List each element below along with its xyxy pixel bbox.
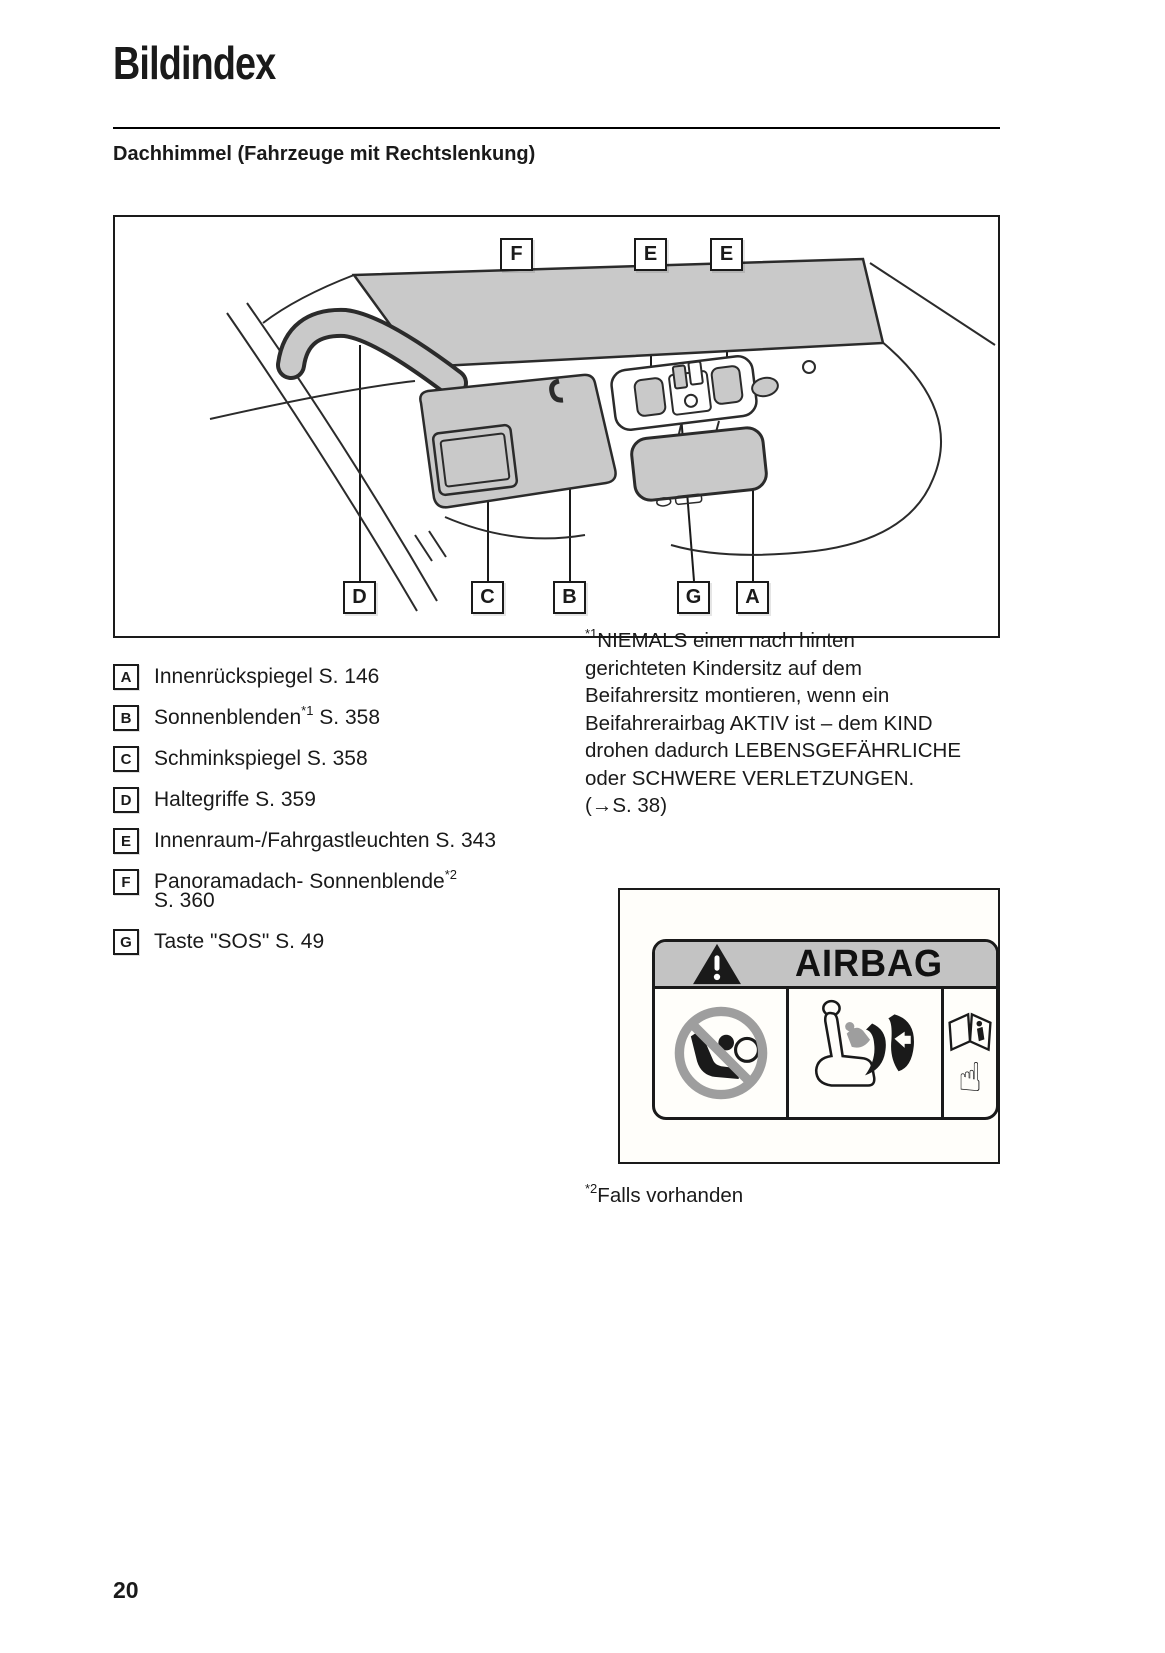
no-rear-facing-child-seat-icon — [655, 989, 789, 1117]
legend-key-C: C — [113, 746, 139, 772]
callout-box-E2: E — [710, 238, 743, 271]
legend-row-B — [113, 704, 583, 732]
legend-text-C: Schminkspiegel S. 358 — [154, 747, 368, 770]
legend-row-G — [113, 928, 583, 956]
headliner-diagram — [113, 215, 1000, 638]
warning-triangle-icon — [691, 941, 743, 987]
legend-text-F-line2: S. 360 — [154, 889, 215, 912]
legend-row-A — [113, 663, 583, 691]
legend-row-D — [113, 786, 583, 814]
legend-key-F: F — [113, 869, 139, 895]
interior-light-right — [711, 365, 743, 404]
legend-text-A: Innenrückspiegel S. 146 — [154, 665, 380, 688]
roof-detail — [803, 361, 815, 373]
footnote-1-page-ref: (→S. 38) — [585, 794, 668, 817]
footnote-1-line: gerichteten Kindersitz auf dem — [585, 656, 862, 680]
airbag-deployment-icon — [789, 989, 944, 1117]
legend-text-E: Innenraum-/Fahrgastleuchten S. 343 — [154, 829, 497, 852]
legend-text-D: Haltegriffe S. 359 — [154, 788, 316, 811]
legend-key-D: D — [113, 787, 139, 813]
title-divider — [113, 127, 1000, 129]
pointing-hand-icon: ☝ — [957, 1055, 983, 1101]
legend-text-F: Panoramadach- Sonnenblende$^{*2}$ — [154, 867, 458, 893]
rearview-mirror — [630, 426, 768, 506]
airbag-label-header — [655, 942, 996, 989]
callout-box-G: G — [677, 581, 710, 614]
footnote-2: $^{*2}$Falls vorhanden — [585, 1181, 744, 1207]
legend-key-E: E — [113, 828, 139, 854]
airbag-label-title: AIRBAG — [795, 942, 944, 985]
section-heading: Dachhimmel (Fahrzeuge mit Rechtslenkung) — [113, 143, 536, 165]
legend-key-A: A — [113, 664, 139, 690]
footnote-1-line: $^{*1}$NIEMALS einen nach hinten — [585, 626, 855, 652]
footnote-1-line: oder SCHWERE VERLETZUNGEN. — [585, 766, 915, 790]
callout-box-D: D — [343, 581, 376, 614]
vanity-mirror — [433, 424, 518, 495]
see-owners-manual-icon — [944, 989, 996, 1117]
callout-box-C: C — [471, 581, 504, 614]
manual-book-icon — [944, 1008, 996, 1056]
callout-box-B: B — [553, 581, 586, 614]
callout-box-E1: E — [634, 238, 667, 271]
legend-row-E — [113, 827, 583, 855]
legend-row-C — [113, 745, 583, 773]
legend-key-B: B — [113, 705, 139, 731]
overhead-console — [610, 355, 758, 432]
footnote-1-line: drohen dadurch LEBENSGEFÄHRLICHE — [585, 739, 962, 762]
footnote-1 — [585, 627, 1005, 820]
page-title: Bildindex — [113, 37, 276, 89]
legend-key-G: G — [113, 929, 139, 955]
airbag-label-figure — [618, 888, 1000, 1164]
interior-light-left — [634, 377, 666, 416]
legend-text-B: Sonnenblenden$^{*1}$ S. 358 — [154, 703, 381, 729]
footnote-1-line: Beifahrersitz montieren, wenn ein — [585, 684, 890, 707]
footnote-1-line: Beifahrerairbag AKTIV ist – dem KIND — [585, 711, 933, 735]
airbag-warning-label — [652, 939, 999, 1120]
callout-box-F: F — [500, 238, 533, 271]
legend-list — [113, 663, 583, 969]
callout-box-A: A — [736, 581, 769, 614]
airbag-label-body — [655, 989, 996, 1117]
page-number: 20 — [113, 1577, 139, 1603]
legend-text-G: Taste "SOS" S. 49 — [154, 930, 325, 953]
headliner-illustration — [115, 217, 998, 636]
